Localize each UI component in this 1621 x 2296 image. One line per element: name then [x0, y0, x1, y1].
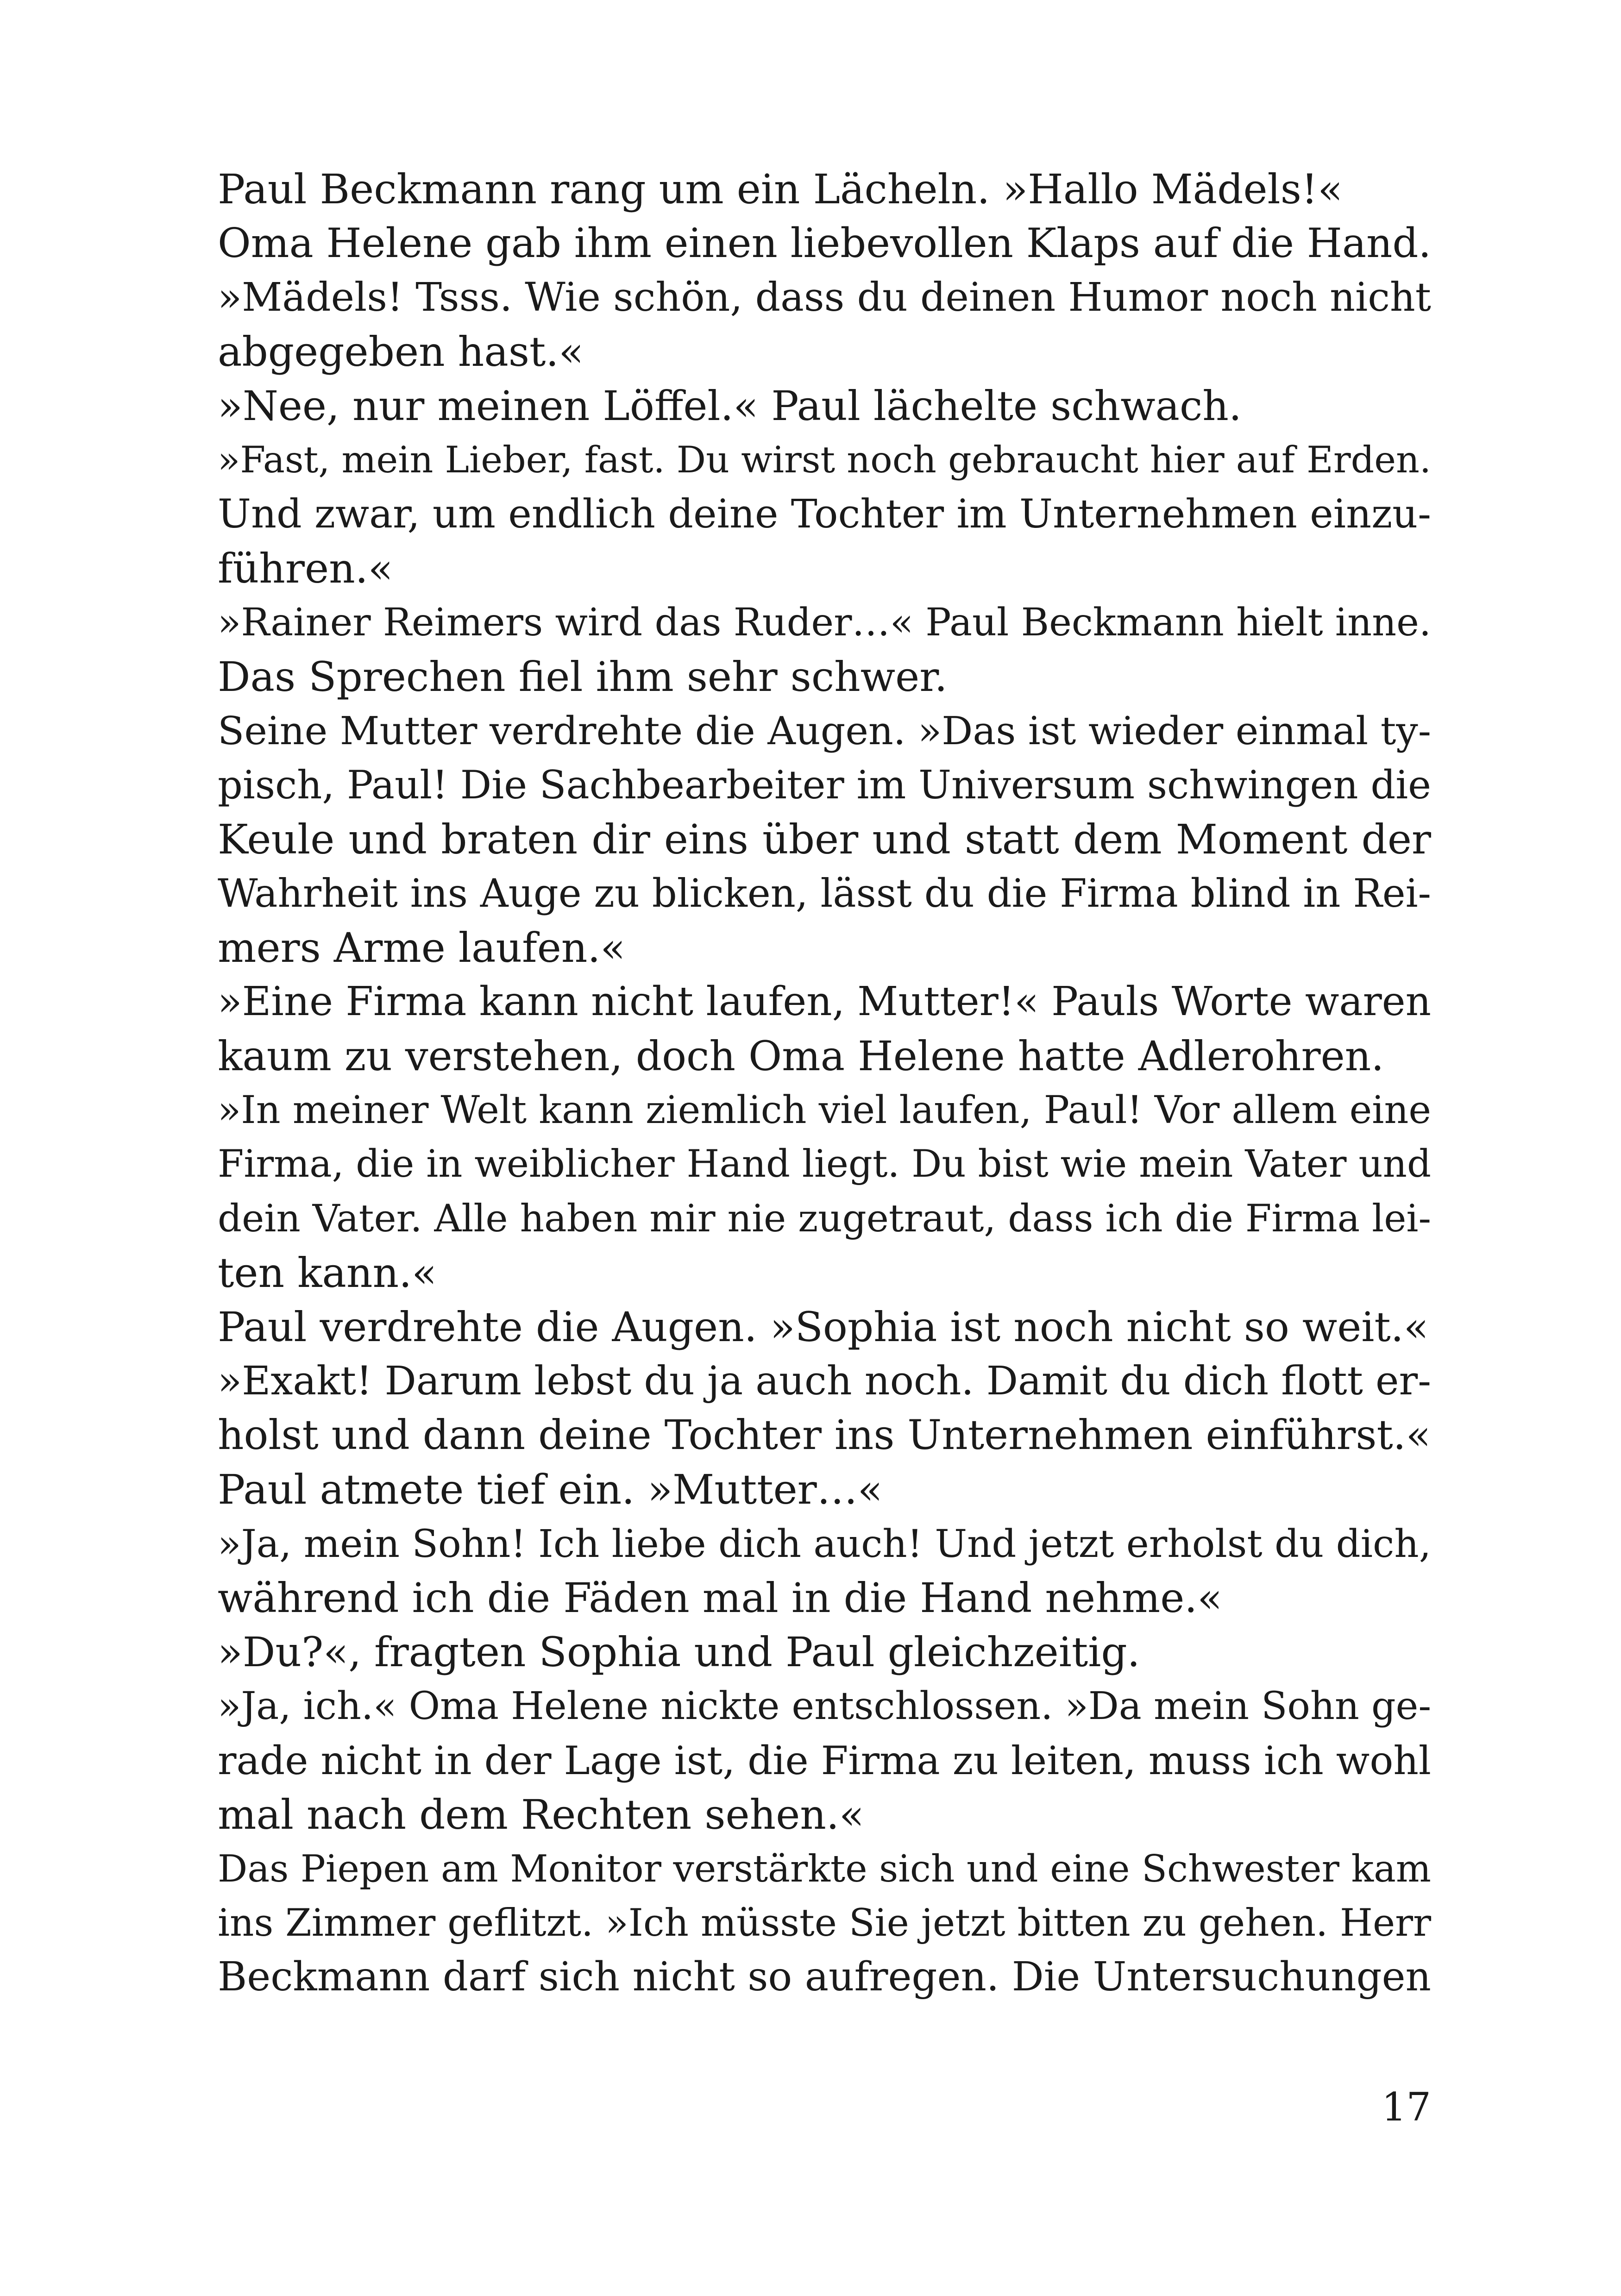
text-line: »Du?«, fragten Sophia und Paul gleichzeitig.: [218, 1628, 1140, 1676]
text-line: Seine Mutter verdrehte die Augen. »Das ist wieder einmal ty-: [218, 708, 1431, 753]
text-line: »Nee, nur meinen Löffel.« Paul lächelte schwach.: [218, 382, 1242, 430]
text-line: »Fast, mein Lieber, fast. Du wirst noch gebraucht hier auf Erden.: [218, 439, 1431, 481]
text-line: Und zwar, um endlich deine Tochter im Unternehmen einzu-: [218, 491, 1431, 537]
text-line: führen.«: [218, 545, 393, 592]
page-number: 17: [1382, 2084, 1431, 2130]
text-line: »Mädels! Tsss. Wie schön, dass du deinen Humor noch nicht: [218, 275, 1431, 320]
text-line: Paul atmete tief ein. »Mutter…«: [218, 1466, 883, 1513]
text-line: Beckmann darf sich nicht so aufregen. Die Untersuchungen: [218, 1954, 1431, 2000]
text-line: Keule und braten dir eins über und statt dem Moment der: [218, 816, 1431, 863]
text-line: »Rainer Reimers wird das Ruder…« Paul Beckmann hielt inne.: [218, 601, 1431, 645]
text-line: Oma Helene gab ihm einen liebevollen Klaps auf die Hand.: [218, 220, 1432, 267]
text-line: Paul verdrehte die Augen. »Sophia ist noch nicht so weit.«: [218, 1303, 1429, 1351]
text-line: Firma, die in weiblicher Hand liegt. Du bist wie mein Vater und: [218, 1142, 1431, 1186]
text-line: mal nach dem Rechten sehen.«: [218, 1791, 864, 1838]
text-line: Das Sprechen fiel ihm sehr schwer.: [218, 653, 948, 701]
text-line: rade nicht in der Lage ist, die Firma zu leiten, muss ich wohl: [218, 1738, 1431, 1783]
text-line: Paul Beckmann rang um ein Lächeln. »Hallo Mädels!«: [218, 165, 1343, 213]
text-line: abgegeben hast.«: [218, 328, 584, 376]
text-line: ins Zimmer geflitzt. »Ich müsste Sie jetzt bitten zu gehen. Herr: [218, 1901, 1431, 1945]
text-line: pisch, Paul! Die Sachbearbeiter im Universum schwingen die: [218, 762, 1431, 808]
text-line: »Ja, ich.« Oma Helene nickte entschlossen. »Da mein Sohn ge-: [218, 1684, 1432, 1728]
text-line: mers Arme laufen.«: [218, 924, 626, 972]
text-line: Das Piepen am Monitor verstärkte sich und eine Schwester kam: [218, 1847, 1431, 1890]
text-line: kaum zu verstehen, doch Oma Helene hatte Adlerohren.: [218, 1032, 1384, 1080]
text-line: »Exakt! Darum lebst du ja auch noch. Damit du dich flott er-: [218, 1358, 1431, 1404]
text-line: Wahrheit ins Auge zu blicken, lässt du die Firma blind in Rei-: [218, 871, 1431, 916]
body-text: [218, 162, 1431, 2004]
text-line: »Ja, mein Sohn! Ich liebe dich auch! Und jetzt erholst du dich,: [218, 1521, 1431, 1566]
text-line: »Eine Firma kann nicht laufen, Mutter!« Pauls Worte waren: [218, 979, 1431, 1025]
text-line: dein Vater. Alle haben mir nie zugetraut, dass ich die Firma lei-: [218, 1197, 1431, 1241]
text-line: »In meiner Welt kann ziemlich viel laufen, Paul! Vor allem eine: [218, 1088, 1431, 1132]
text-line: ten kann.«: [218, 1249, 437, 1297]
text-line: holst und dann deine Tochter ins Unternehmen einführst.«: [218, 1411, 1431, 1459]
text-line: während ich die Fäden mal in die Hand nehme.«: [218, 1574, 1223, 1622]
